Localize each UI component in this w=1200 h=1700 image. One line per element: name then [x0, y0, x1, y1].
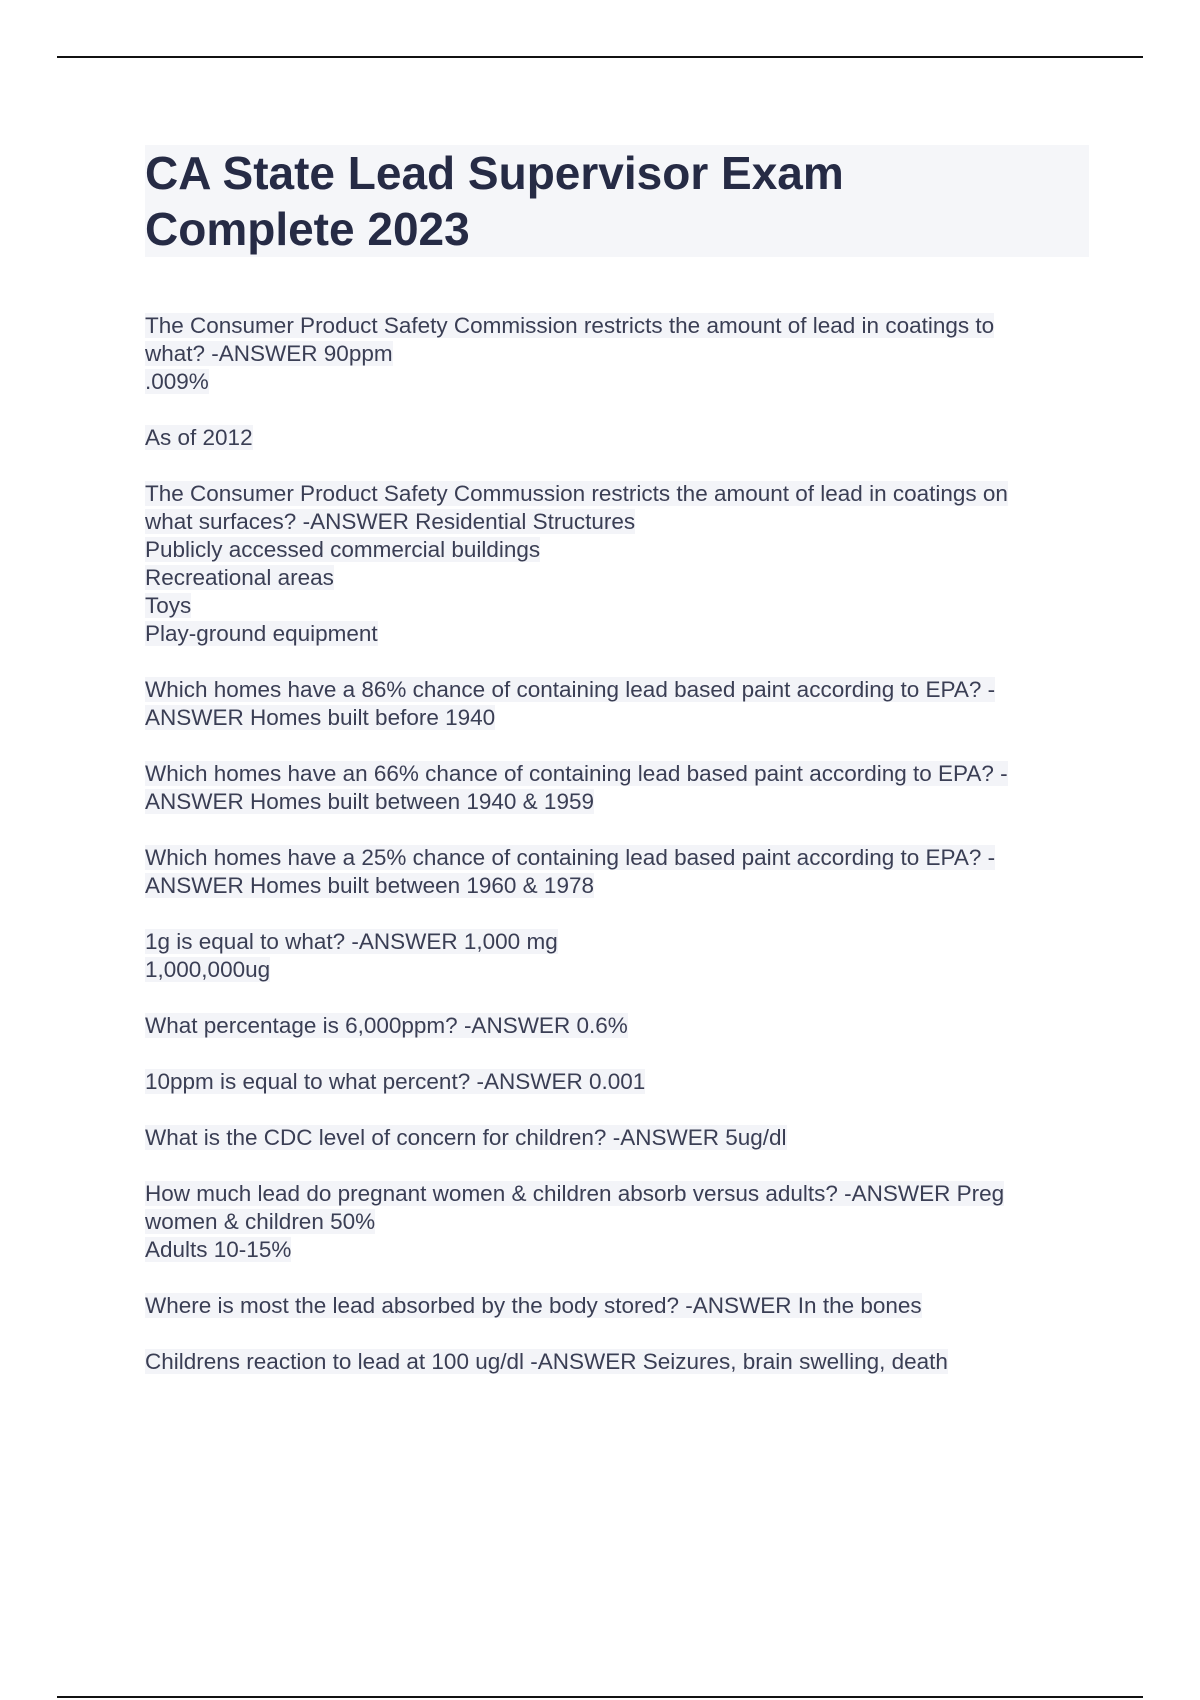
qa-line-text: The Consumer Product Safety Commussion restricts the amount of lead in coatings on [145, 481, 1008, 506]
qa-line [145, 480, 1089, 508]
qa-line [145, 1124, 1089, 1152]
qa-item [145, 1292, 1089, 1320]
qa-line-text: The Consumer Product Safety Commission restricts the amount of lead in coatings to [145, 313, 995, 338]
qa-line-text: What is the CDC level of concern for children? -ANSWER 5ug/dl [145, 1125, 787, 1150]
qa-item [145, 676, 1089, 732]
qa-line [145, 1068, 1089, 1096]
qa-line [145, 844, 1089, 872]
qa-line-text: Recreational areas [145, 565, 334, 590]
document-title-line-2: Complete 2023 [145, 203, 470, 255]
qa-line-text: Play-ground equipment [145, 621, 378, 646]
qa-item [145, 1124, 1089, 1152]
qa-line [145, 508, 1089, 536]
qa-line [145, 704, 1089, 732]
qa-item [145, 424, 1089, 452]
qa-line-text: Which homes have a 86% chance of containing lead based paint according to EPA? - [145, 677, 996, 702]
qa-line [145, 620, 1089, 648]
qa-item [145, 312, 1089, 396]
qa-item [145, 1012, 1089, 1040]
qa-item [145, 1068, 1089, 1096]
qa-line [145, 424, 1089, 452]
qa-line-text: 1,000,000ug [145, 957, 271, 982]
qa-item [145, 760, 1089, 816]
footer-rule [57, 1696, 1143, 1698]
qa-line [145, 312, 1089, 340]
qa-line-text: ANSWER Homes built before 1940 [145, 705, 496, 730]
qa-line [145, 788, 1089, 816]
qa-line-text: 10ppm is equal to what percent? -ANSWER 0.001 [145, 1069, 646, 1094]
qa-line-text: Childrens reaction to lead at 100 ug/dl -ANSWER Seizures, brain swelling, death [145, 1349, 948, 1374]
qa-line-text: women & children 50% [145, 1209, 376, 1234]
qa-line [145, 1012, 1089, 1040]
qa-line-text: Which homes have an 66% chance of containing lead based paint according to EPA? - [145, 761, 1008, 786]
qa-line [145, 676, 1089, 704]
qa-line-text: Toys [145, 593, 192, 618]
qa-line [145, 368, 1089, 396]
qa-line [145, 1180, 1089, 1208]
qa-item [145, 844, 1089, 900]
qa-line [145, 1236, 1089, 1264]
qa-line-text: How much lead do pregnant women & children absorb versus adults? -ANSWER Preg [145, 1181, 1005, 1206]
qa-line [145, 592, 1089, 620]
title-block [145, 145, 1089, 257]
qa-item [145, 1348, 1089, 1376]
qa-line-text: What percentage is 6,000ppm? -ANSWER 0.6% [145, 1013, 628, 1038]
qa-line-text: what surfaces? -ANSWER Residential Structures [145, 509, 636, 534]
qa-line-text: As of 2012 [145, 425, 253, 450]
document-title [145, 145, 1089, 257]
qa-line-text: Adults 10-15% [145, 1237, 292, 1262]
qa-item [145, 480, 1089, 648]
qa-line-text: Which homes have a 25% chance of containing lead based paint according to EPA? - [145, 845, 996, 870]
qa-line-text: Publicly accessed commercial buildings [145, 537, 541, 562]
qa-list [145, 312, 1089, 1404]
qa-line [145, 340, 1089, 368]
qa-item [145, 1180, 1089, 1264]
qa-line [145, 1208, 1089, 1236]
qa-line-text: ANSWER Homes built between 1960 & 1978 [145, 873, 594, 898]
qa-line-text: 1g is equal to what? -ANSWER 1,000 mg [145, 929, 558, 954]
header-rule [57, 56, 1143, 58]
qa-line [145, 1292, 1089, 1320]
qa-line [145, 760, 1089, 788]
qa-line [145, 1348, 1089, 1376]
qa-line-text: ANSWER Homes built between 1940 & 1959 [145, 789, 594, 814]
qa-line-text: .009% [145, 369, 209, 394]
qa-line [145, 536, 1089, 564]
qa-line [145, 928, 1089, 956]
qa-line [145, 956, 1089, 984]
qa-line [145, 564, 1089, 592]
qa-item [145, 928, 1089, 984]
qa-line-text: what? -ANSWER 90ppm [145, 341, 393, 366]
qa-line-text: Where is most the lead absorbed by the body stored? -ANSWER In the bones [145, 1293, 922, 1318]
document-title-line-1: CA State Lead Supervisor Exam [145, 147, 844, 199]
qa-line [145, 872, 1089, 900]
